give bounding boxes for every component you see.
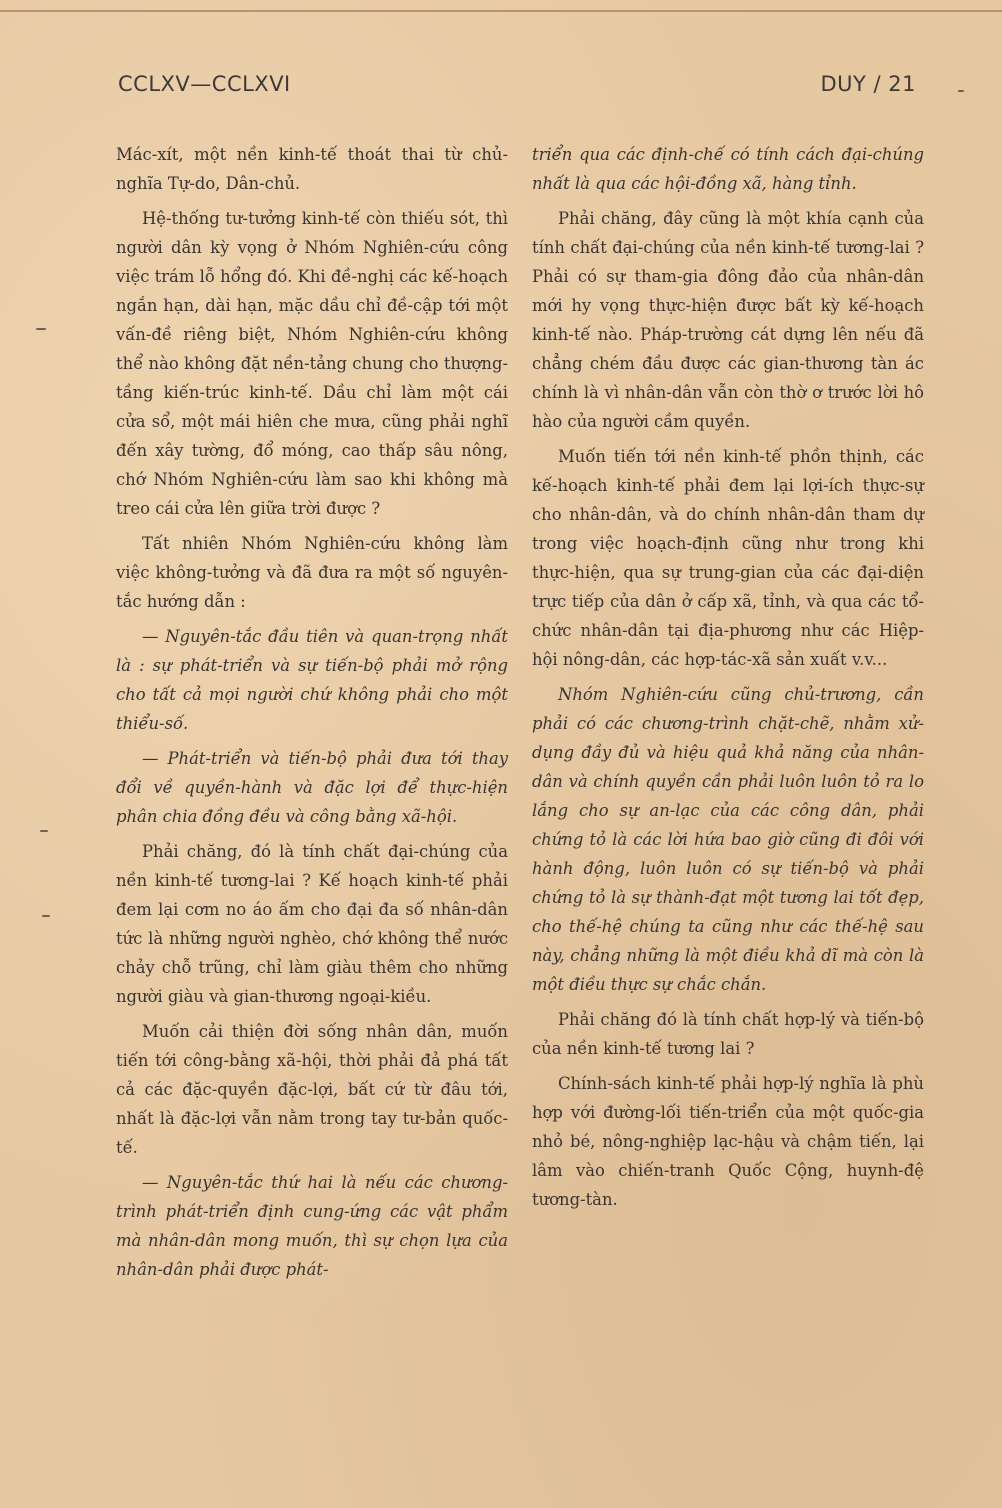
- paper-speck: [36, 328, 46, 330]
- paragraph: Phải chăng đó là tính chất hợp-lý và tiến-bộ của nền kinh-tế tương lai ?: [532, 1010, 924, 1058]
- paragraph: Mác-xít, một nền kinh-tế thoát thai từ chủ-nghĩa Tự-do, Dân-chủ.: [116, 145, 508, 193]
- paper-speck: [958, 90, 964, 92]
- left-text-column: [116, 140, 508, 1290]
- paragraph: Phải chăng, đó là tính chất đại-chúng của nền kinh-tế tương-lai ? Kế hoạch kinh-tế phải đem lại cơm no áo ấm cho đại đa số nhân-dân tức là những người nghèo, chớ không thể nước chảy chỗ trũng, chỉ làm giàu thêm cho những người giàu và gian-thương ngoại-kiều.: [116, 842, 508, 1006]
- top-edge-rule: [0, 10, 1002, 12]
- paper-speck: [40, 830, 48, 832]
- paragraph-italic: — Nguyên-tắc thứ hai là nếu các chương-trình phát-triển định cung-ứng các vật phẩm mà nhân-dân mong muốn, thì sự chọn lựa của nhân-dân phải được phát-: [116, 1173, 508, 1279]
- paragraph-italic: triển qua các định-chế có tính cách đại-chúng nhất là qua các hội-đồng xã, hàng tỉnh.: [532, 145, 924, 193]
- paragraph: Muốn tiến tới nền kinh-tế phồn thịnh, các kế-hoạch kinh-tế phải đem lại lợi-ích thực-sự cho nhân-dân, và do chính nhân-dân tham dự trong việc hoạch-định cũng như trong khi thực-hiện, qua sự trung-gian của các đại-diện trực tiếp của dân ở cấp xã, tỉnh, và qua các tổ-chức nhân-dân tại địa-phương như các Hiệp-hội nông-dân, các hợp-tác-xã sản xuất v.v...: [532, 447, 924, 669]
- right-text-column: [532, 140, 924, 1220]
- running-header: [118, 72, 916, 106]
- header-page-number: DUY / 21: [820, 72, 916, 96]
- header-issue-number: CCLXV—CCLXVI: [118, 72, 291, 96]
- paragraph: Tất nhiên Nhóm Nghiên-cứu không làm việc không-tưởng và đã đưa ra một số nguyên-tắc hướng dẫn :: [116, 534, 508, 611]
- paragraph-italic: Nhóm Nghiên-cứu cũng chủ-trương, cần phải có các chương-trình chặt-chẽ, nhằm xử-dụng đầy đủ và hiệu quả khả năng của nhân-dân và chính quyền cần phải luôn luôn tỏ ra lo lắng cho sự an-lạc của các công dân, phải chứng tỏ là các lời hứa bao giờ cũng đi đôi với hành động, luôn luôn có sự tiến-bộ và phải chứng tỏ là sự thành-đạt một tương lai tốt đẹp, cho thế-hệ chúng ta cũng như các thế-hệ sau này, chẳng những là một điều khả dĩ mà còn là một điều thực sự chắc chắn.: [532, 685, 924, 994]
- paragraph: Hệ-thống tư-tưởng kinh-tế còn thiếu sót, thì người dân kỳ vọng ở Nhóm Nghiên-cứu công việc trám lỗ hổng đó. Khi đề-nghị các kế-hoạch ngắn hạn, dài hạn, mặc dầu chỉ đề-cập tới một vấn-đề riêng biệt, Nhóm Nghiên-cứu không thể nào không đặt nền-tảng chung cho thượng-tầng kiến-trúc kinh-tế. Dầu chỉ làm một cái cửa sổ, một mái hiên che mưa, cũng phải nghĩ đến xây tường, đổ móng, cao thấp sâu nông, chớ Nhóm Nghiên-cứu làm sao khi không mà treo cái cửa lên giữa trời được ?: [116, 209, 508, 518]
- paragraph: Muốn cải thiện đời sống nhân dân, muốn tiến tới công-bằng xã-hội, thời phải đả phá tất cả các đặc-quyền đặc-lợi, bất cứ từ đâu tới, nhất là đặc-lợi vẫn nằm trong tay tư-bản quốc-tế.: [116, 1022, 508, 1157]
- paragraph: Phải chăng, đây cũng là một khía cạnh của tính chất đại-chúng của nền kinh-tế tương-lai ? Phải có sự tham-gia đông đảo của nhân-dân mới hy vọng thực-hiện được bất kỳ kế-hoạch kinh-tế nào. Pháp-trường cát dựng lên nếu đã chẳng chém đầu được các gian-thương tàn ác chính là vì nhân-dân vẫn còn thờ ơ trước lời hô hào của người cầm quyền.: [532, 209, 924, 431]
- paragraph-italic: — Nguyên-tắc đầu tiên và quan-trọng nhất là : sự phát-triển và sự tiến-bộ phải mở rộng cho tất cả mọi người chứ không phải cho một thiểu-số.: [116, 627, 508, 733]
- paragraph: Chính-sách kinh-tế phải hợp-lý nghĩa là phù hợp với đường-lối tiến-triển của một quốc-gia nhỏ bé, nông-nghiệp lạc-hậu và chậm tiến, lại lâm vào chiến-tranh Quốc Cộng, huynh-đệ tương-tàn.: [532, 1074, 924, 1209]
- paragraph-italic: — Phát-triển và tiến-bộ phải đưa tới thay đổi về quyền-hành và đặc lợi để thực-hiện phân chia đồng đều và công bằng xã-hội.: [116, 749, 508, 826]
- paper-speck: [42, 915, 50, 917]
